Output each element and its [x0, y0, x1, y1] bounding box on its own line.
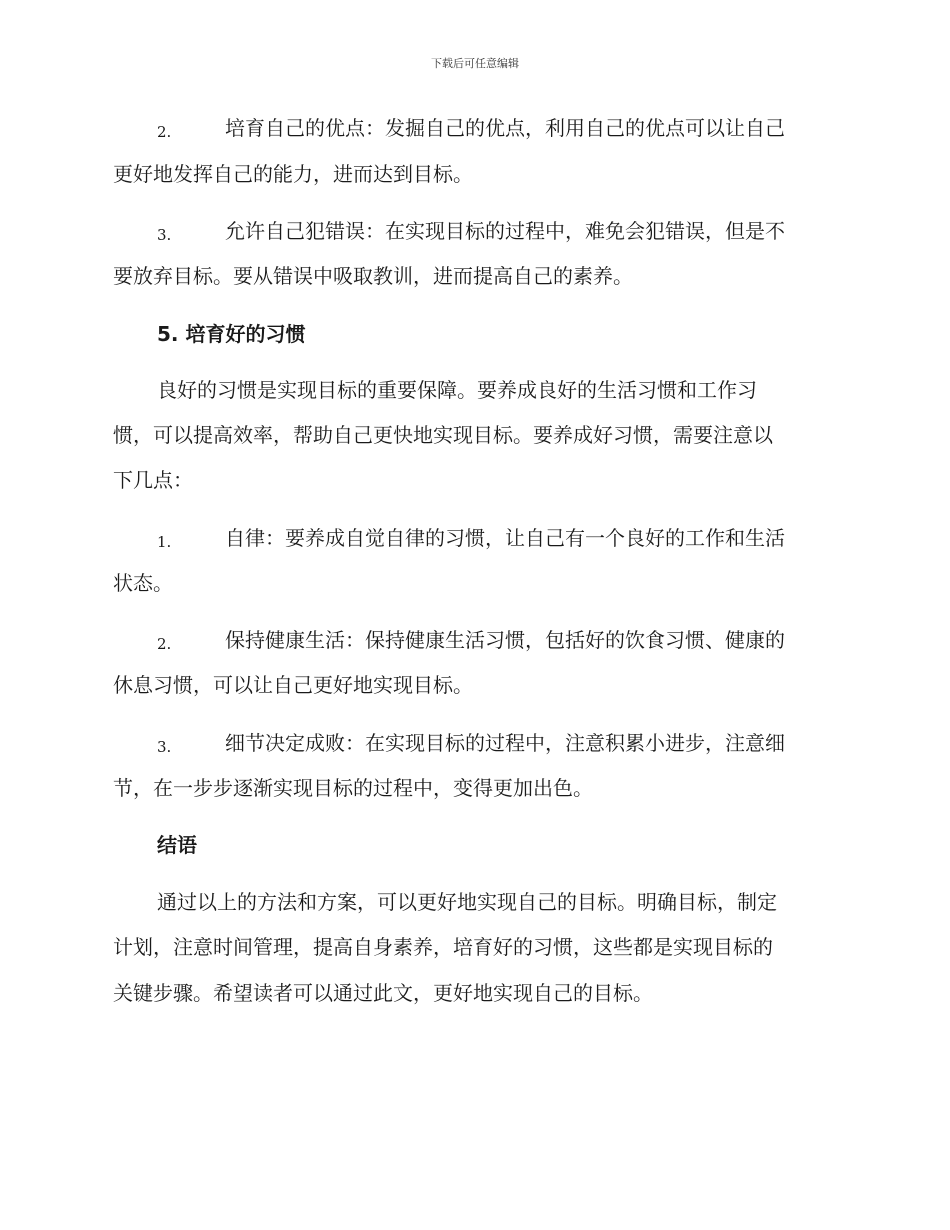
paragraph-line: 下几点：: [113, 468, 193, 492]
list-item-continuation: 节，在一步步逐渐实现目标的过程中，变得更加出色。: [113, 776, 593, 800]
list-item-number: 3.: [157, 226, 172, 244]
list-item-text: 允许自己犯错误：在实现目标的过程中，难免会犯错误，但是不: [225, 219, 785, 243]
list-item-continuation: 更好地发挥自己的能力，进而达到目标。: [113, 162, 473, 186]
list-item-text: 细节决定成败：在实现目标的过程中，注意积累小进步，注意细: [225, 731, 785, 755]
paragraph-line: 通过以上的方法和方案，可以更好地实现自己的目标。明确目标，制定: [157, 890, 777, 914]
paragraph-line: 良好的习惯是实现目标的重要保障。要养成良好的生活习惯和工作习: [157, 378, 757, 402]
conclusion-heading: 结语: [157, 833, 197, 857]
paragraph-line: 计划，注意时间管理，提高自身素养，培育好的习惯，这些都是实现目标的: [113, 935, 773, 959]
list-item-number: 2.: [157, 123, 172, 141]
page-header-note: 下载后可任意编辑: [431, 57, 519, 70]
list-item-number: 3.: [157, 738, 172, 756]
list-item-continuation: 要放弃目标。要从错误中吸取教训，进而提高自己的素养。: [113, 264, 633, 288]
paragraph-line: 关键步骤。希望读者可以通过此文，更好地实现自己的目标。: [113, 981, 653, 1005]
list-item-continuation: 状态。: [113, 571, 173, 595]
section-heading: 5. 培育好的习惯: [157, 322, 306, 346]
paragraph-line: 惯，可以提高效率，帮助自己更快地实现目标。要养成好习惯，需要注意以: [113, 423, 773, 447]
list-item-number: 1.: [157, 533, 172, 551]
list-item-text: 保持健康生活：保持健康生活习惯，包括好的饮食习惯、健康的: [225, 628, 785, 652]
list-item-text: 自律：要养成自觉自律的习惯，让自己有一个良好的工作和生活: [225, 526, 785, 550]
list-item-continuation: 休息习惯，可以让自己更好地实现目标。: [113, 673, 473, 697]
list-item-number: 2.: [157, 635, 172, 653]
list-item-text: 培育自己的优点：发掘自己的优点，利用自己的优点可以让自己: [225, 116, 785, 140]
